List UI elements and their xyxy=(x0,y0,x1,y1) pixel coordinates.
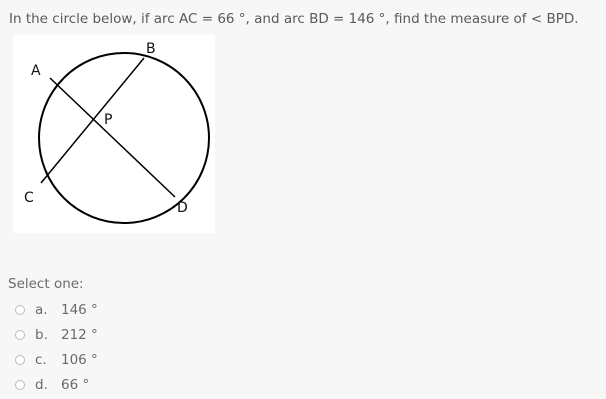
radio-button[interactable] xyxy=(15,305,25,315)
option-letter: c. xyxy=(35,351,47,368)
answer-options xyxy=(15,297,98,397)
select-one-label: Select one: xyxy=(8,276,84,292)
point-label-d: D xyxy=(177,200,188,216)
circle-diagram xyxy=(13,35,215,233)
point-label-a: A xyxy=(31,63,41,79)
radio-button[interactable] xyxy=(15,380,25,390)
circle xyxy=(39,53,209,223)
option-text: 212 ° xyxy=(61,326,98,343)
option-text: 106 ° xyxy=(61,351,98,368)
option-letter: a. xyxy=(35,301,48,318)
point-label-b: B xyxy=(146,41,156,57)
radio-button[interactable] xyxy=(15,355,25,365)
point-label-c: C xyxy=(24,190,34,206)
option-text: 146 ° xyxy=(61,301,98,318)
answer-option-d[interactable] xyxy=(15,372,98,397)
option-letter: d. xyxy=(35,376,48,393)
circle-figure xyxy=(13,35,215,233)
answer-option-c[interactable] xyxy=(15,347,98,372)
option-letter: b. xyxy=(35,326,48,343)
option-text: 66 ° xyxy=(61,376,90,393)
question-text: In the circle below, if arc AC = 66 °, and arc BD = 146 °, find the measure of < BPD. xyxy=(9,11,579,27)
answer-option-b[interactable] xyxy=(15,322,98,347)
chord-bc xyxy=(41,58,144,183)
radio-button[interactable] xyxy=(15,330,25,340)
point-label-p: P xyxy=(104,112,113,128)
answer-option-a[interactable] xyxy=(15,297,98,322)
